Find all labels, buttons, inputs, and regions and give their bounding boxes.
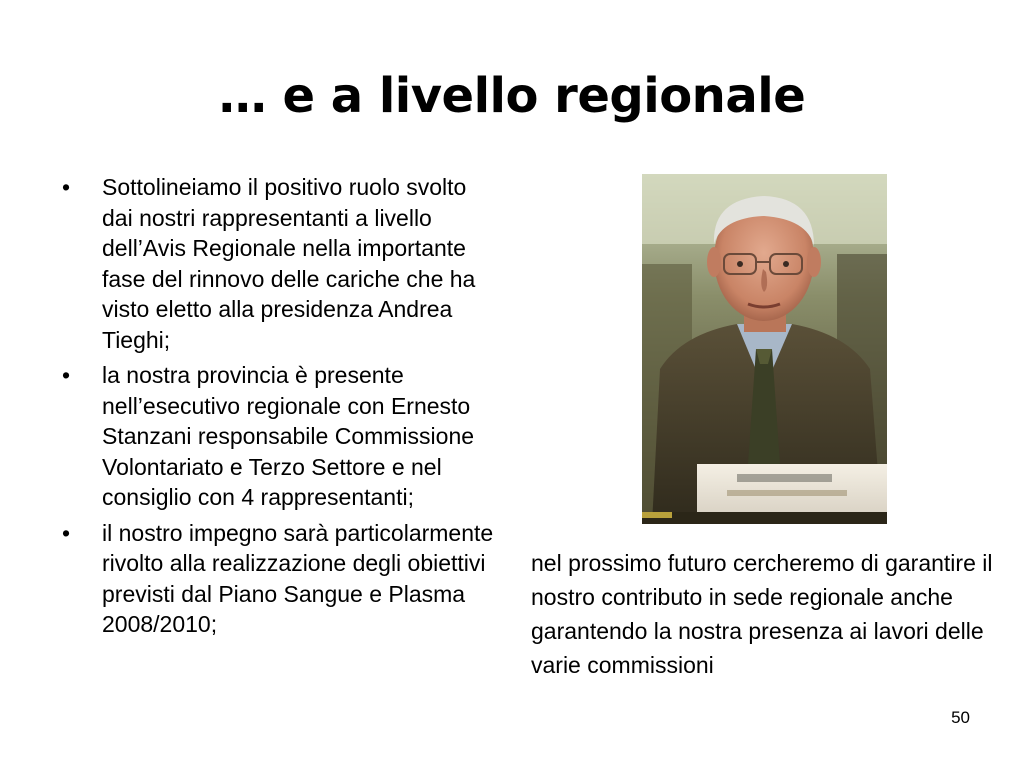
bullet-text: la nostra provincia è presente nell’esecutivo regionale con Ernesto Stanzani responsabile Commissione Volontariato e Terzo Settore e nel consiglio con 4 rappresentanti;	[102, 362, 475, 510]
bullet-text: il nostro impegno sarà particolarmente rivolto alla realizzazione degli obiettivi previsti dal Piano Sangue e Plasma 2008/2010;	[102, 519, 494, 637]
bullet-list	[62, 172, 502, 645]
portrait-illustration	[642, 174, 887, 524]
slide-title: … e a livello regionale	[218, 68, 806, 124]
note-text: nel prossimo futuro cercheremo di garantire il nostro contributo in sede regionale anche garantendo la nostra presenza ai lavori delle varie commissioni	[531, 550, 993, 678]
page-number: 50	[951, 708, 970, 727]
portrait-photo	[642, 174, 887, 524]
bullet-dot-icon: •	[62, 519, 71, 546]
bullet-item	[62, 172, 502, 355]
bullet-dot-icon: •	[62, 174, 71, 200]
bullet-item	[62, 360, 502, 513]
bullet-text: Sottolineiamo il positivo ruolo svolto dai nostri rappresentanti a livello dell’Avis Regionale nella importante fase del rinnovo delle cariche che ha visto eletto alla presidenza Andrea Tieghi;	[102, 174, 476, 353]
bullet-item	[62, 518, 502, 640]
bullet-dot-icon: •	[62, 362, 71, 388]
